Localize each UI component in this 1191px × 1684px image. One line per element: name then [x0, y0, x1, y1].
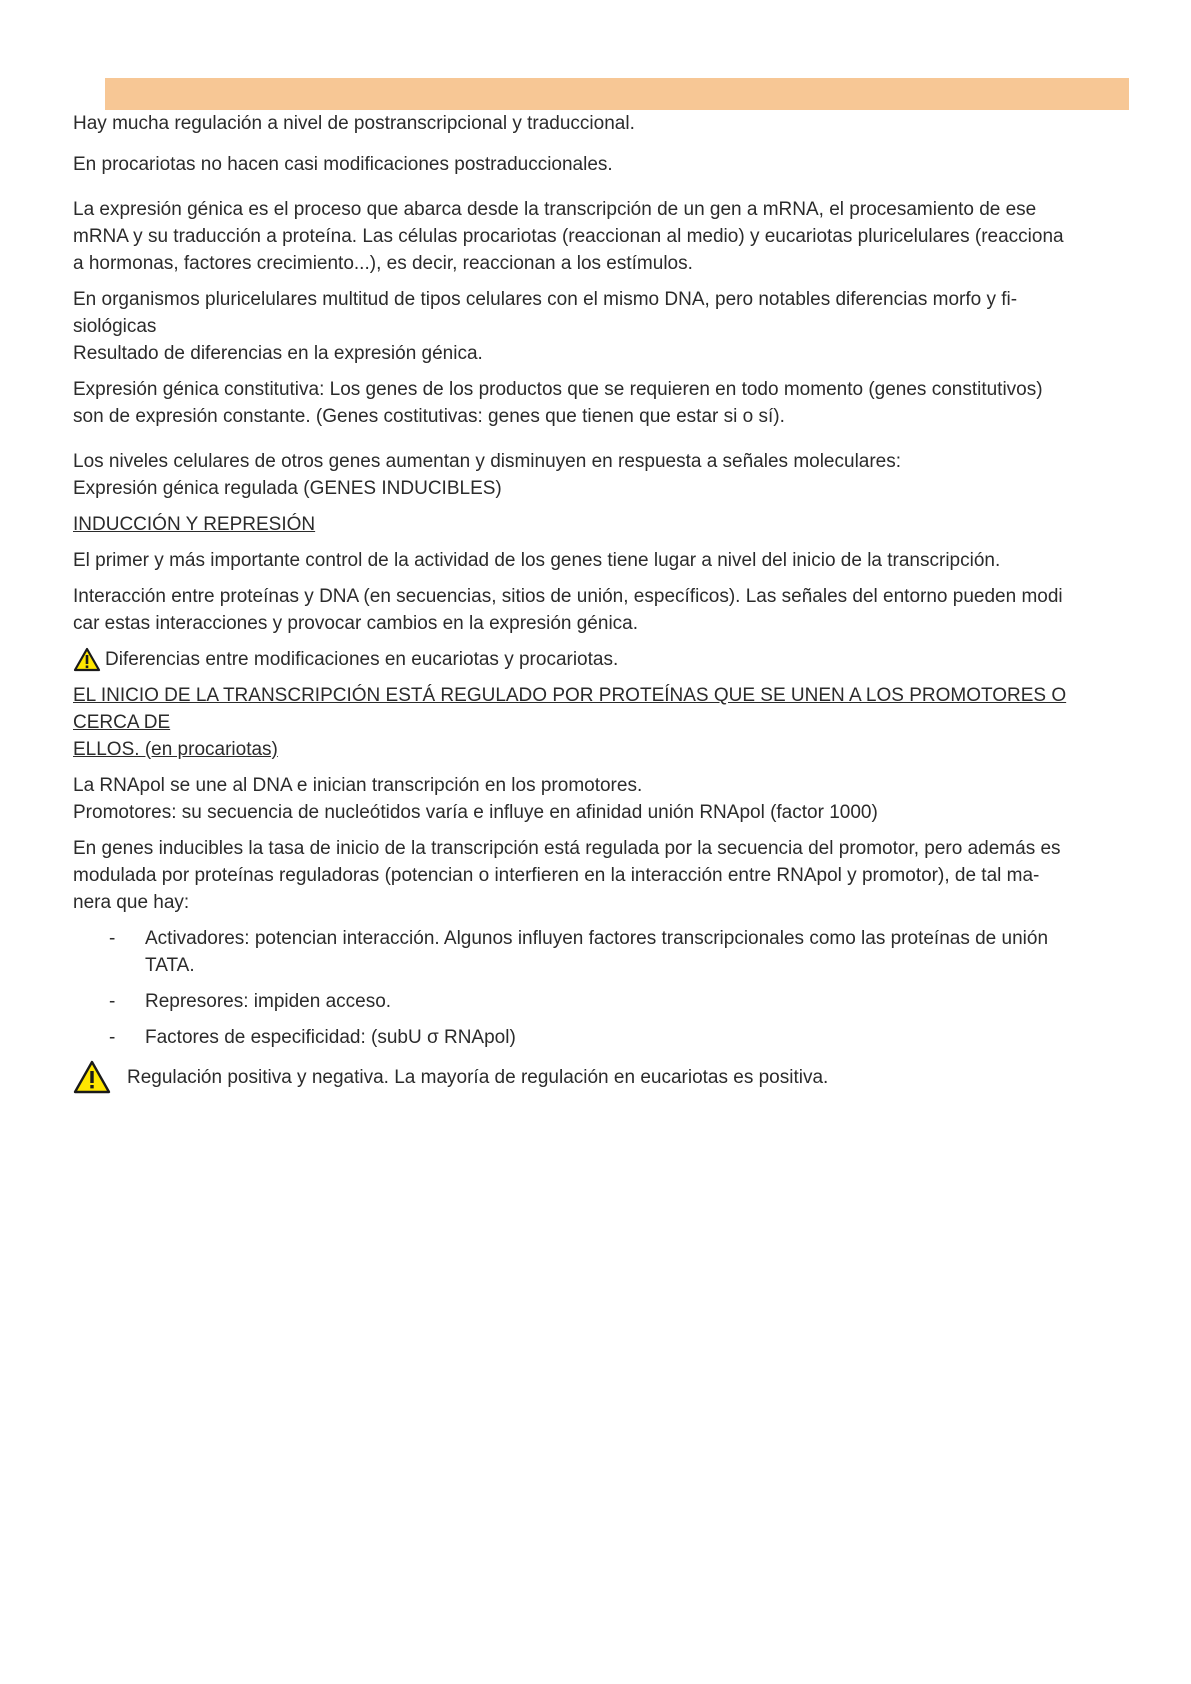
list-marker: - — [109, 1027, 116, 1048]
paragraph-line: Promotores: su secuencia de nucleótidos varía e influye en afinidad unión RNApol (factor 1000) — [73, 802, 878, 823]
paragraph-line: siológicas — [73, 316, 157, 337]
list-item-text: Factores de especificidad: (subU σ RNApol) — [145, 1027, 516, 1048]
paragraph-block — [73, 376, 1113, 430]
list-item-text: Activadores: potencian interacción. Algunos influyen factores transcripcionales como las proteínas de unión — [145, 928, 1049, 949]
paragraph-line: Los niveles celulares de otros genes aumentan y disminuyen en respuesta a señales moleculares: — [73, 451, 902, 472]
paragraph-line: Resultado de diferencias en la expresión génica. — [73, 343, 483, 364]
list-item-text: Represores: impiden acceso. — [145, 991, 392, 1012]
list-item-text: TATA. — [145, 955, 195, 976]
paragraph-line: Interacción entre proteínas y DNA (en secuencias, sitios de unión, específicos). Las señales del entorno pueden modi — [73, 586, 1063, 607]
paragraph-line: a hormonas, factores crecimiento...), es decir, reaccionan a los estímulos. — [73, 253, 693, 274]
warning-triangle-icon — [73, 1060, 111, 1094]
paragraph: Hay mucha regulación a nivel de postranscripcional y traduccional. — [73, 113, 635, 134]
paragraph-line: Expresión génica constitutiva: Los genes de los productos que se requieren en todo momento (genes constitutivos) — [73, 379, 1043, 400]
list-item — [73, 988, 1113, 1015]
paragraph-block — [73, 835, 1113, 916]
list-item — [73, 925, 1113, 979]
paragraph-line: Expresión génica regulada (GENES INDUCIBLES) — [73, 478, 502, 499]
paragraph-block — [73, 196, 1113, 277]
bullet-list — [73, 925, 1113, 1051]
paragraph-line: En organismos pluricelulares multitud de tipos celulares con el mismo DNA, pero notables diferencias morfo y fi- — [73, 289, 1018, 310]
list-item — [73, 1024, 1113, 1051]
paragraph-line: son de expresión constante. (Genes costitutivas: genes que tienen que estar si o sí). — [73, 406, 785, 427]
header-bar — [105, 78, 1129, 110]
paragraph-block — [73, 286, 1113, 367]
paragraph-line: La expresión génica es el proceso que abarca desde la transcripción de un gen a mRNA, el procesamiento de ese — [73, 199, 1037, 220]
list-marker: - — [109, 928, 116, 949]
paragraph-line: La RNApol se une al DNA e inician transcripción en los promotores. — [73, 775, 643, 796]
section-heading — [73, 682, 1113, 763]
paragraph: El primer y más importante control de la actividad de los genes tiene lugar a nivel del inicio de la transcripción. — [73, 550, 1001, 571]
document-content — [73, 110, 1113, 1094]
section-heading: INDUCCIÓN Y REPRESIÓN — [73, 514, 316, 535]
paragraph-line: modulada por proteínas reguladoras (potencian o interfieren en la interacción entre RNApol y promotor), de tal ma- — [73, 865, 1040, 886]
section-heading-line: ELLOS. (en procariotas) — [73, 739, 278, 760]
paragraph-line: En genes inducibles la tasa de inicio de la transcripción está regulada por la secuencia del promotor, pero además es — [73, 838, 1061, 859]
warning-note — [73, 1060, 1113, 1094]
paragraph-block — [73, 583, 1113, 637]
paragraph: En procariotas no hacen casi modificaciones postraduccionales. — [73, 154, 613, 175]
warning-text: Regulación positiva y negativa. La mayoría de regulación en eucariotas es positiva. — [127, 1066, 829, 1088]
warning-note — [73, 646, 1113, 673]
paragraph-block — [73, 772, 1113, 826]
section-heading-line: EL INICIO DE LA TRANSCRIPCIÓN ESTÁ REGULADO POR PROTEÍNAS QUE SE UNEN A LOS PROMOTORES O CERCA DE — [73, 685, 1067, 733]
warning-triangle-icon — [73, 647, 101, 672]
warning-text: Diferencias entre modificaciones en eucariotas y procariotas. — [105, 649, 619, 670]
list-marker: - — [109, 991, 116, 1012]
paragraph-line: car estas interacciones y provocar cambios en la expresión génica. — [73, 613, 639, 634]
paragraph-line: mRNA y su traducción a proteína. Las células procariotas (reaccionan al medio) y eucariotas pluricelulares (reacciona — [73, 226, 1064, 247]
paragraph-block — [73, 448, 1113, 502]
paragraph-line: nera que hay: — [73, 892, 190, 913]
